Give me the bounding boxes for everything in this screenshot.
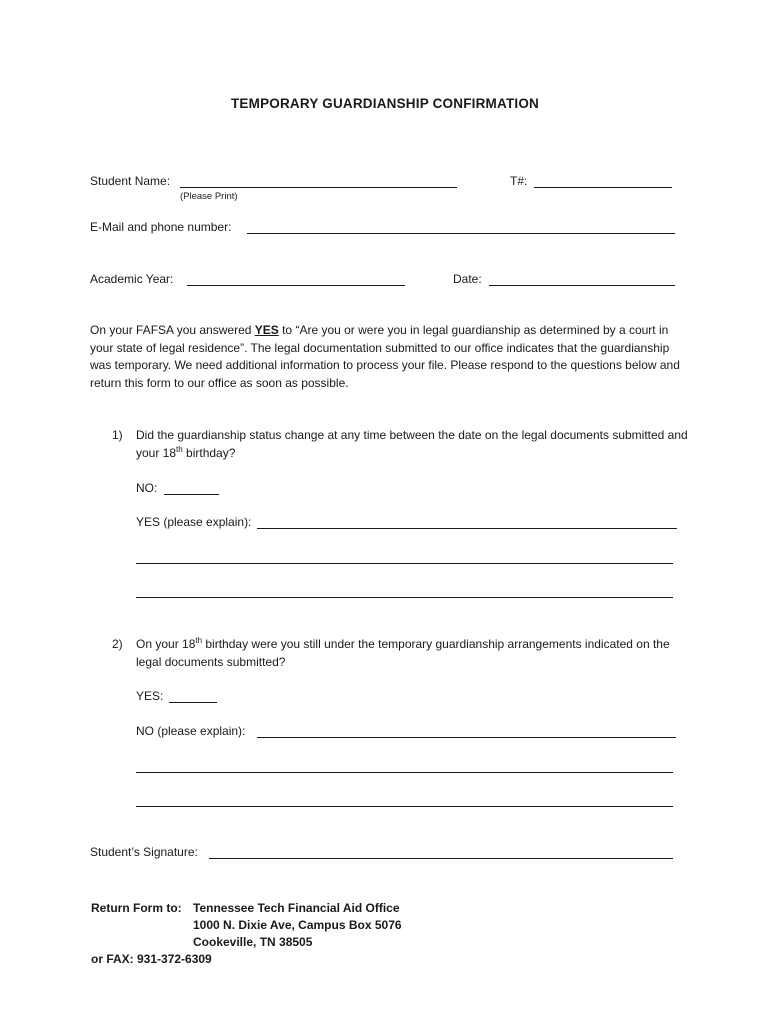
q2-yes-label: YES: — [136, 689, 164, 703]
signature-label: Student’s Signature: — [90, 845, 198, 859]
q1-explain-field[interactable] — [257, 528, 677, 529]
student-name-label: Student Name: — [90, 174, 171, 188]
q1-no-label: NO: — [136, 481, 158, 495]
question-1-number: 1) — [112, 428, 123, 442]
form-title: TEMPORARY GUARDIANSHIP CONFIRMATION — [230, 96, 539, 111]
fax-number: or FAX: 931-372-6309 — [91, 952, 212, 966]
yes-emphasis: YES — [254, 323, 279, 337]
q1-yes-label: YES (please explain): — [136, 515, 252, 529]
t-number-label: T#: — [510, 174, 528, 188]
academic-year-field[interactable] — [187, 285, 405, 286]
q1-explain-line-2[interactable] — [136, 563, 673, 564]
q2-explain-field[interactable] — [257, 737, 676, 738]
email-phone-label: E-Mail and phone number: — [90, 220, 232, 234]
q2-explain-line-2[interactable] — [136, 772, 673, 773]
return-address-line-3: Cookeville, TN 38505 — [193, 935, 313, 949]
q1-explain-line-3[interactable] — [136, 597, 673, 598]
email-phone-field[interactable] — [247, 233, 675, 234]
student-name-field[interactable] — [180, 187, 457, 188]
intro-paragraph: On your FAFSA you answered YES to “Are you or were you in legal guardianship as determined by a court in your state of legal residence”. The legal documentation submitted to our office indicates that the guardianship was temporary. We need additional information to process your file. Please respond to the questions below and return this form to our office as soon as possible. — [90, 323, 680, 390]
t-number-field[interactable] — [534, 187, 672, 188]
return-address-line-1: Tennessee Tech Financial Aid Office — [193, 901, 400, 915]
please-print-hint: (Please Print) — [180, 191, 238, 202]
return-form-label: Return Form to: — [91, 901, 182, 915]
date-label: Date: — [453, 272, 482, 286]
date-field[interactable] — [489, 285, 675, 286]
academic-year-label: Academic Year: — [90, 272, 174, 286]
signature-field[interactable] — [209, 858, 673, 859]
question-1: 1) Did the guardianship status change at any time between the date on the legal documents submitted and your 18th birthday? — [112, 428, 688, 460]
q2-no-label: NO (please explain): — [136, 724, 246, 738]
q2-yes-field[interactable] — [169, 702, 217, 703]
question-2: 2) On your 18th birthday were you still under the temporary guardianship arrangements indicated on the legal documents submitted? — [112, 636, 670, 669]
q1-no-field[interactable] — [164, 494, 219, 495]
question-2-number: 2) — [112, 637, 123, 651]
return-address-line-2: 1000 N. Dixie Ave, Campus Box 5076 — [193, 918, 402, 932]
q2-explain-line-3[interactable] — [136, 806, 673, 807]
